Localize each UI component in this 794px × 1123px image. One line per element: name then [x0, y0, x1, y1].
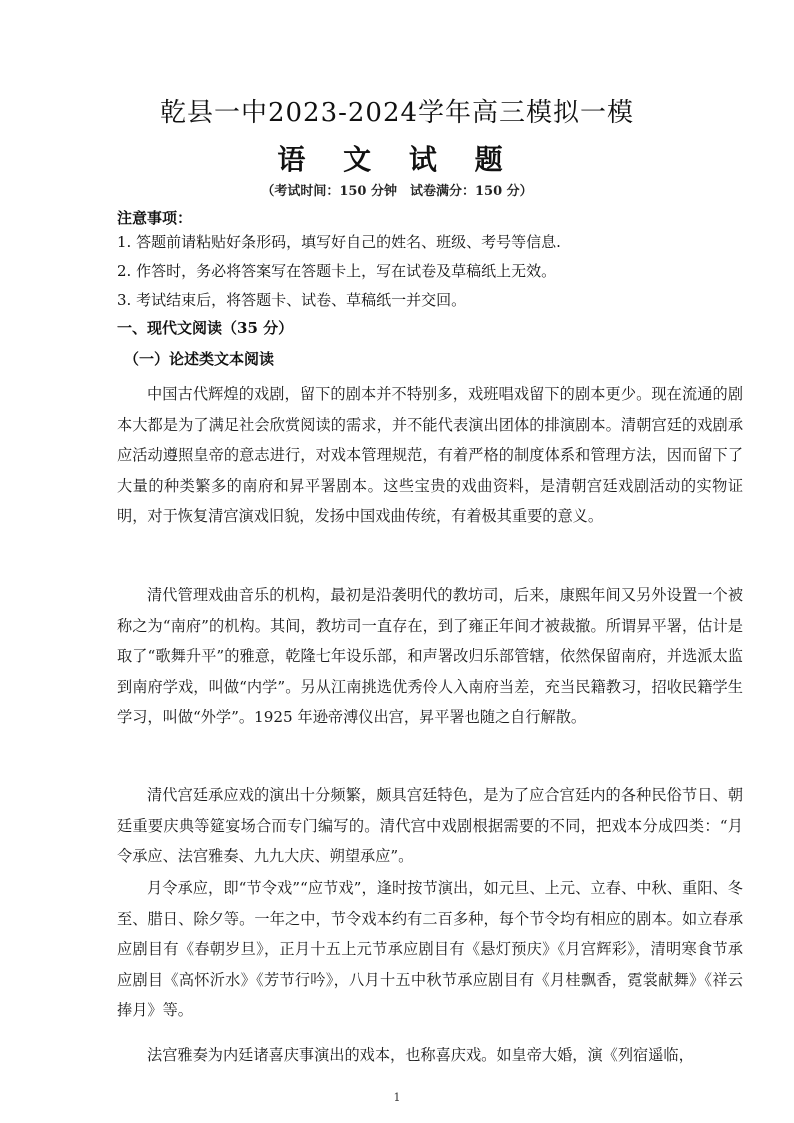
body-paragraph: 中国古代辉煌的戏剧，留下的剧本并不特别多，戏班唱戏留下的剧本更少。现在流通的剧本大都是为了满足社会欣赏阅读的需求，并不能代表演出团体的排演剧本。清朝宫廷的戏剧承应活动遵照皇帝的意志进行，对戏本管理规范，有着严格的制度体系和管理方法，因而留下了大量的种类繁多的南府和昇平署剧本。这些宝贵的戏曲资料，是清朝宫廷戏剧活动的实物证明，对于恢复清宫演戏旧貌，发扬中国戏曲传统，有着极其重要的意义。: [117, 385, 743, 526]
exam-title: 乾县一中2023-2024学年高三模拟一模: [159, 98, 635, 128]
notice-item: 2. 作答时，务必将答案写在答题卡上，写在试卷及草稿纸上无效。: [117, 262, 557, 280]
notice-item: 1. 答题前请粘贴好条形码，填写好自己的姓名、班级、考号等信息.: [117, 233, 561, 251]
section-title: 一、现代文阅读（35 分）: [117, 319, 294, 337]
body-paragraph: 清代管理戏曲音乐的机构，最初是沿袭明代的教坊司，后来，康熙年间又另外设置一个被称之为“南府”的机构。其间，教坊司一直存在，到了雍正年间才被裁撤。所谓昇平署，估计是取了“歌舞升平”的雅意，乾隆七年设乐部，和声署改归乐部管辖，依然保留南府，并选派太监到南府学戏，叫做“内学”。另从江南挑选优秀伶人入南府当差，充当民籍教习，招收民籍学生学习，叫做“外学”。1925 年逊帝溥仪出宫，昇平署也随之自行解散。: [117, 586, 743, 727]
notice-item: 3. 考试结束后，将答题卡、试卷、草稿纸一并交回。: [117, 291, 467, 309]
body-paragraph: 月令承应，即“节令戏”“应节戏”，逢时按节演出，如元旦、上元、立春、中秋、重阳、冬至、腊日、除夕等。一年之中，节令戏本约有二百多种，每个节令均有相应的剧本。如立春承应剧目有《春朝岁旦》，正月十五上元节承应剧目有《悬灯预庆》《月宫辉彩》，清明寒食节承应剧目《高怀沂水》《芳节行吟》，八月十五中秋节承应剧目有《月桂飘香，霓裳献舞》《祥云捧月》等。: [117, 879, 743, 1020]
notice-heading: 注意事项：: [117, 209, 193, 227]
exam-subject-title: 语 文 试 题: [277, 143, 517, 176]
page-number: 1: [393, 1091, 401, 1104]
body-paragraph: 清代宫廷承应戏的演出十分频繁，颇具宫廷特色，是为了应合宫廷内的各种民俗节日、朝廷重要庆典等筵宴场合而专门编写的。清代宫中戏剧根据需要的不同，把戏本分成四类：“月令承应、法宫雅奏、九九大庆、朔望承应”。: [117, 786, 743, 866]
subsection-title: （一）论述类文本阅读: [124, 350, 275, 368]
exam-info: （考试时间：150 分钟 试卷满分：150 分）: [261, 184, 533, 199]
body-paragraph: 法宫雅奏为内廷诸喜庆事演出的戏本，也称喜庆戏。如皇帝大婚，演《列宿遥临，: [147, 1046, 694, 1064]
